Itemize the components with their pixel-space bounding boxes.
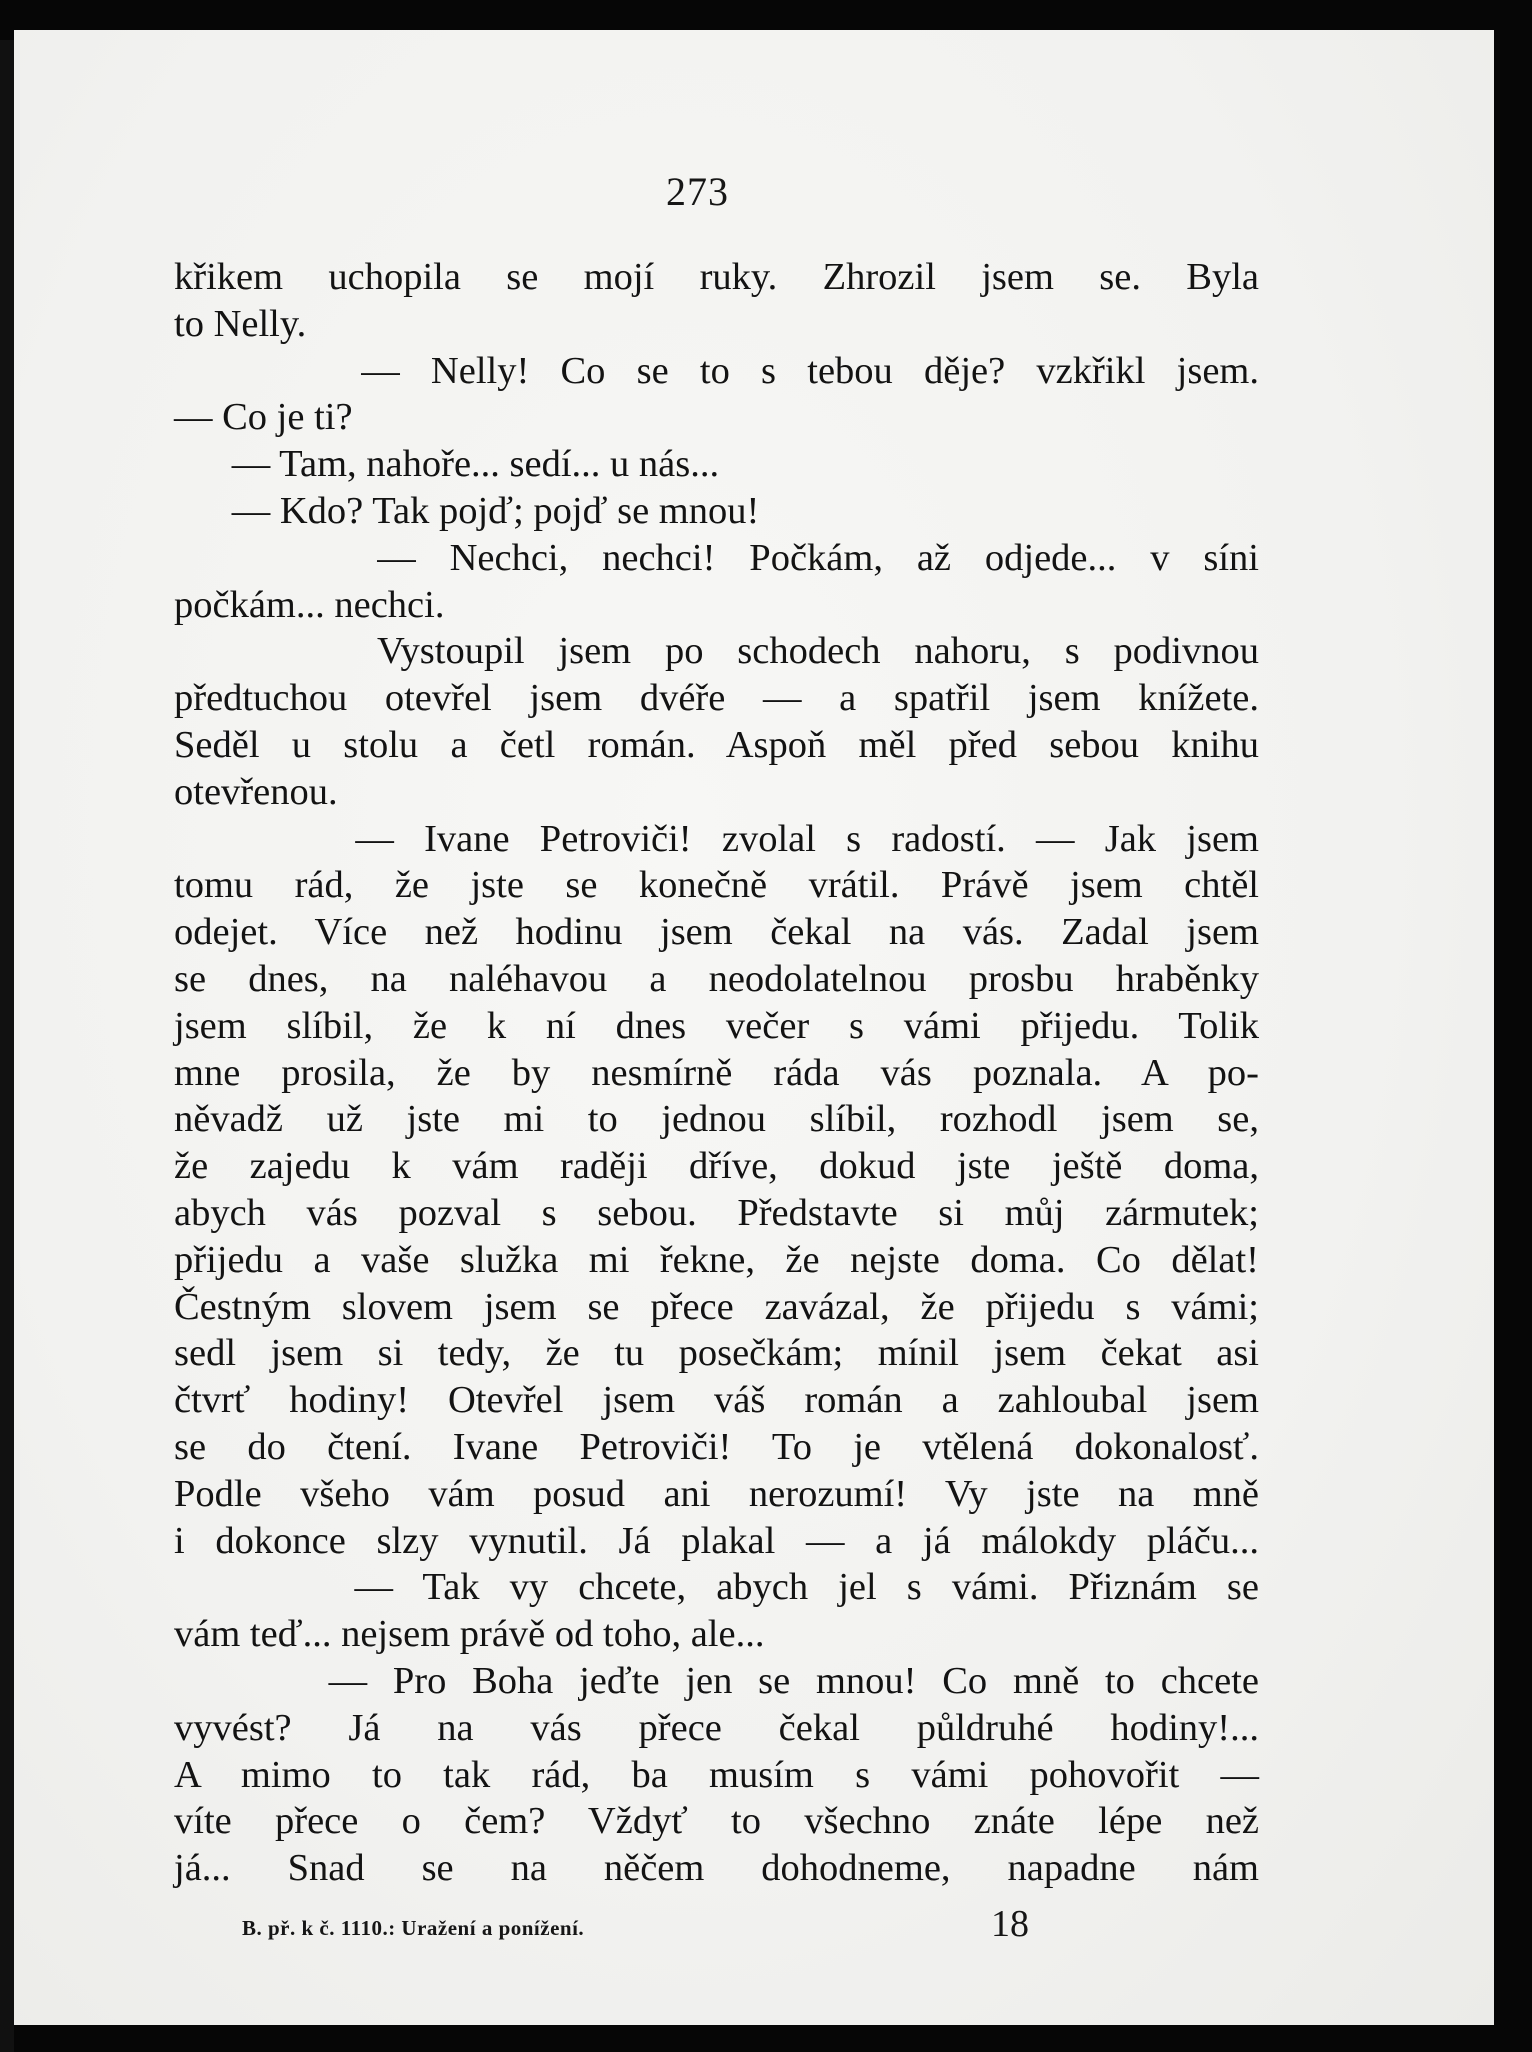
text-line: — Tak vy chcete, abych jel s vámi. Přiznám se [174,1566,1259,1609]
text-line: mne prosila, že by nesmírně ráda vás poznala. A po- [174,1051,1259,1094]
text-line: tomu rád, že jste se konečně vrátil. Právě jsem chtěl [174,864,1259,907]
text-line: počkám... nechci. [174,583,445,626]
text-line: — Nelly! Co se to s tebou děje? vzkřikl jsem. [174,349,1259,392]
text-line: A mimo to tak rád, ba musím s vámi pohovořit — [174,1753,1259,1796]
text-line: — Nechci, nechci! Počkám, až odjede... v síni [174,536,1259,579]
text-line: vám teď... nejsem právě od toho, ale... [174,1613,765,1656]
text-line: to Nelly. [174,302,307,345]
text-line: víte přece o čem? Vždyť to všechno znáte lépe než [174,1800,1259,1843]
text-line: křikem uchopila se mojí ruky. Zhrozil jsem se. Byla [174,256,1259,298]
text-line: přijedu a vaše služka mi řekne, že nejste doma. Co dělat! [174,1238,1259,1281]
text-line: otevřenou. [174,770,338,813]
text-line: Vystoupil jsem po schodech nahoru, s podivnou [174,630,1259,673]
text-line: předtuchou otevřel jsem dvéře — a spatřil jsem knížete. [174,677,1259,720]
text-line: — Ivane Petroviči! zvolal s radostí. — Jak jsem [174,817,1259,860]
text-line: čtvrť hodiny! Otevřel jsem váš román a zahloubal jsem [174,1379,1259,1422]
text-line: jsem slíbil, že k ní dnes večer s vámi přijedu. Tolik [174,1004,1259,1047]
text-line: se do čtení. Ivane Petroviči! To je vtělená dokonalosť. [174,1425,1259,1468]
signature-line: B. př. k č. 1110.: Uražení a ponížení. [242,1916,585,1940]
text-line: sedl jsem si tedy, že tu posečkám; mínil jsem čekat asi [174,1332,1259,1375]
text-line: — Co je ti? [174,396,353,439]
page-number: 273 [666,169,729,214]
text-line: abych vás pozval s sebou. Představte si můj zármutek; [174,1191,1259,1234]
text-line: odejet. Více než hodinu jsem čekal na vás. Zadal jsem [174,911,1259,954]
text-line: něvadž už jste mi to jednou slíbil, rozhodl jsem se, [174,1098,1259,1141]
text-line: vyvést? Já na vás přece čekal půldruhé hodiny!... [174,1706,1259,1749]
signature-number: 18 [991,1903,1029,1945]
text-line: — Pro Boha jeďte jen se mnou! Co mně to chcete [174,1659,1259,1702]
page-edge-shadow [0,40,14,2052]
text-line: — Kdo? Tak pojď; pojď se mnou! [174,489,760,532]
text-line: že zajedu k vám raději dříve, dokud jste ještě doma, [174,1145,1259,1188]
book-page [14,30,1494,2025]
text-line: Podle všeho vám posud ani nerozumí! Vy jste na mně [174,1472,1259,1515]
text-line: já... Snad se na něčem dohodneme, napadne nám [174,1847,1259,1890]
text-line: se dnes, na naléhavou a neodolatelnou prosbu hraběnky [174,957,1259,1000]
page-body-text [174,254,1259,1892]
text-line: Seděl u stolu a četl román. Aspoň měl před sebou knihu [174,723,1259,766]
text-line: — Tam, nahoře... sedí... u nás... [174,443,720,486]
text-line: i dokonce slzy vynutil. Já plakal — a já málokdy pláču... [174,1519,1259,1562]
text-line: Čestným slovem jsem se přece zavázal, že přijedu s vámi; [174,1285,1259,1328]
